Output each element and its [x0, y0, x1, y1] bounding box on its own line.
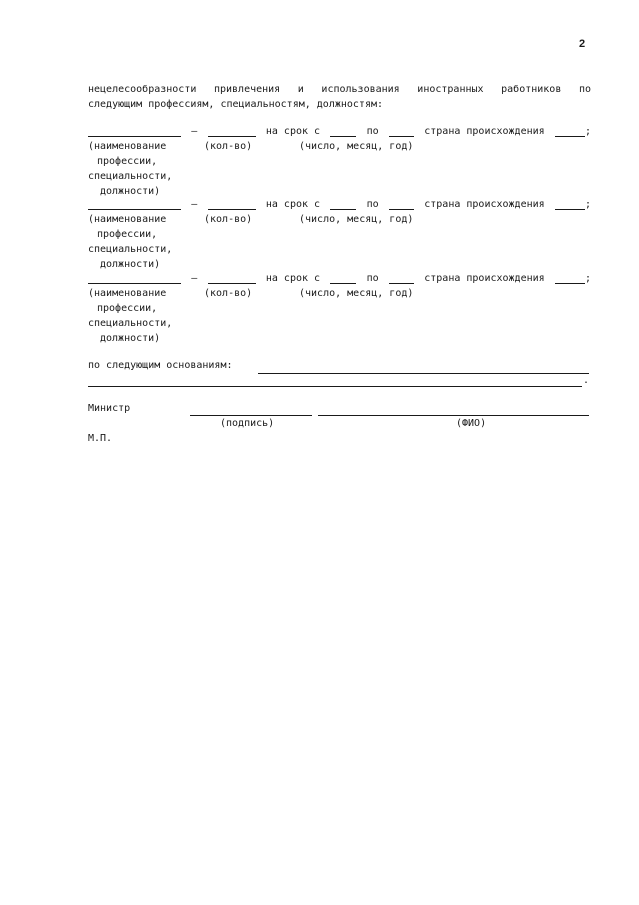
caption-date: (число, месяц, год): [299, 214, 414, 225]
grounds-field-line-2[interactable]: [88, 386, 582, 387]
country-label: страна происхождения: [424, 199, 545, 210]
caption-name-1: (наименование: [88, 288, 167, 299]
seal-mark: М.П.: [88, 433, 113, 444]
country-label: страна происхождения: [424, 273, 545, 284]
caption-name-2: профессии,: [97, 229, 158, 240]
minister-title: Министр: [88, 403, 131, 414]
caption-name-4: должности): [100, 186, 161, 197]
country-wrap: [555, 273, 591, 284]
term-to-label: по: [366, 126, 379, 137]
term-to-label: по: [366, 273, 379, 284]
full-name-caption: (ФИО): [456, 418, 487, 429]
dash: –: [191, 199, 198, 210]
grounds-label: по следующим основаниям:: [88, 360, 233, 371]
country-field[interactable]: [555, 274, 585, 284]
intro-line-2: следующим профессиям, специальностям, должностям:: [88, 99, 384, 110]
grounds-period: .: [583, 375, 590, 386]
signature-field[interactable]: [190, 415, 312, 416]
dash: –: [191, 273, 198, 284]
caption-qty: (кол-во): [204, 214, 253, 225]
quantity-field[interactable]: [208, 127, 256, 137]
profession-field[interactable]: [88, 200, 181, 210]
country-wrap: [555, 199, 591, 210]
term-from-label: на срок с: [265, 126, 321, 137]
start-date-field[interactable]: [330, 200, 356, 210]
grounds-field-line-1[interactable]: [258, 373, 589, 374]
country-field[interactable]: [555, 200, 585, 210]
signature-caption: (подпись): [220, 418, 275, 429]
term-from-label: на срок с: [265, 273, 321, 284]
caption-name-4: должности): [100, 333, 161, 344]
entry-row-1: [88, 125, 591, 137]
country-wrap: [555, 126, 591, 137]
caption-qty: (кол-во): [204, 141, 253, 152]
semicolon: ;: [584, 199, 591, 210]
country-field[interactable]: [555, 127, 585, 137]
dash: –: [191, 126, 198, 137]
country-label: страна происхождения: [424, 126, 545, 137]
full-name-field[interactable]: [318, 415, 589, 416]
profession-field[interactable]: [88, 274, 181, 284]
caption-name-3: специальности,: [88, 244, 173, 255]
semicolon: ;: [584, 273, 591, 284]
caption-name-1: (наименование: [88, 141, 167, 152]
caption-name: [88, 139, 172, 199]
start-date-field[interactable]: [330, 274, 356, 284]
start-date-field[interactable]: [330, 127, 356, 137]
caption-name-2: профессии,: [97, 156, 158, 167]
profession-field[interactable]: [88, 127, 181, 137]
term-to-label: по: [366, 199, 379, 210]
intro-paragraph: [88, 82, 591, 112]
page-number: 2: [579, 38, 586, 50]
end-date-field[interactable]: [389, 274, 414, 284]
caption-name-4: должности): [100, 259, 161, 270]
end-date-field[interactable]: [389, 200, 414, 210]
entry-row-2: [88, 198, 591, 210]
caption-date: (число, месяц, год): [299, 141, 414, 152]
intro-line-1: нецелесообразности привлечения и использования иностранных работников по: [88, 84, 591, 95]
caption-date: (число, месяц, год): [299, 288, 414, 299]
caption-name: [88, 286, 172, 346]
caption-name-1: (наименование: [88, 214, 167, 225]
caption-name: [88, 212, 172, 272]
caption-qty: (кол-во): [204, 288, 253, 299]
quantity-field[interactable]: [208, 274, 256, 284]
term-from-label: на срок с: [265, 199, 321, 210]
end-date-field[interactable]: [389, 127, 414, 137]
caption-name-3: специальности,: [88, 171, 173, 182]
caption-name-2: профессии,: [97, 303, 158, 314]
quantity-field[interactable]: [208, 200, 256, 210]
caption-name-3: специальности,: [88, 318, 173, 329]
entry-row-3: [88, 272, 591, 284]
semicolon: ;: [584, 126, 591, 137]
